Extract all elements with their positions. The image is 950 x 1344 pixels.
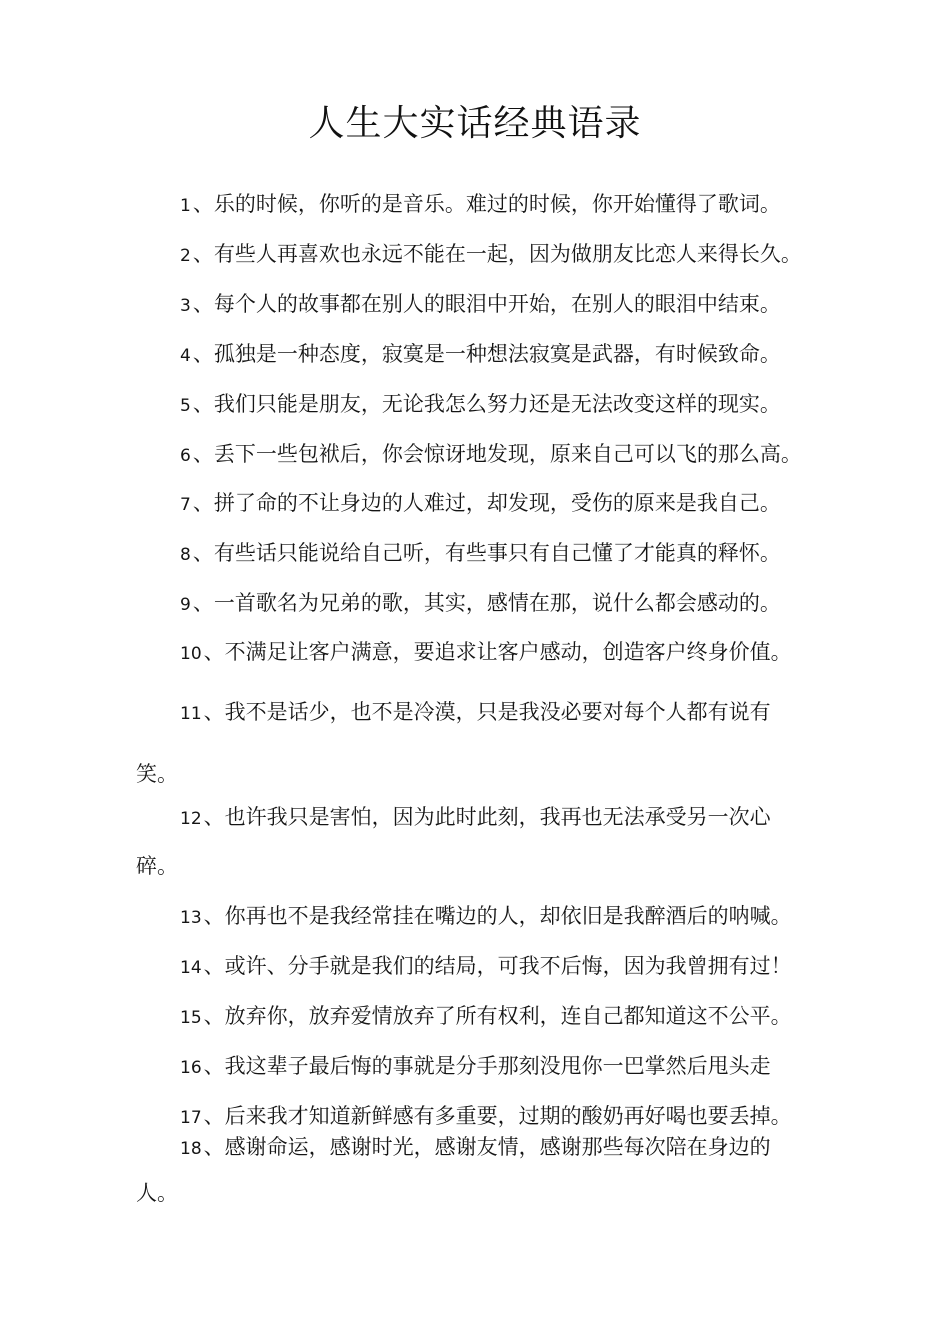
- quote-number: 12: [180, 809, 202, 829]
- quote-text: 、每个人的故事都在别人的眼泪中开始，在别人的眼泪中结束。: [192, 292, 781, 316]
- quote-line: [180, 1001, 792, 1033]
- quote-line: [180, 389, 781, 421]
- quote-text: 、拼了命的不让身边的人难过，却发现，受伤的原来是我自己。: [192, 491, 781, 515]
- quote-line: [180, 239, 802, 271]
- quote-number: 14: [180, 958, 202, 978]
- quote-text: 、也许我只是害怕，因为此时此刻，我再也无法承受另一次心: [203, 805, 771, 829]
- quote-number: 1: [180, 196, 191, 216]
- quote-text: 、或许、分手就是我们的结局，可我不后悔，因为我曾拥有过！: [203, 954, 792, 978]
- quote-number: 3: [180, 296, 191, 316]
- quote-number: 9: [180, 595, 191, 615]
- quote-text: 、感谢命运，感谢时光，感谢友情，感谢那些每次陪在身边的: [203, 1135, 771, 1159]
- quote-text: 、我们只能是朋友，无论我怎么努力还是无法改变这样的现实。: [192, 392, 781, 416]
- quote-number: 13: [180, 908, 202, 928]
- quote-text: 、丢下一些包袱后，你会惊讶地发现，原来自己可以飞的那么高。: [192, 442, 802, 466]
- quote-continuation: 笑。: [136, 762, 178, 786]
- quote-number: 11: [180, 704, 202, 724]
- quote-line: [180, 1051, 771, 1083]
- quote-line: [180, 1132, 771, 1164]
- quote-number: 8: [180, 545, 191, 565]
- quote-number: 4: [180, 346, 191, 366]
- quote-line: [180, 1101, 792, 1133]
- quote-line: [180, 538, 781, 570]
- quote-text: 、放弃你，放弃爱情放弃了所有权利，连自己都知道这不公平。: [203, 1004, 792, 1028]
- quote-text: 、孤独是一种态度，寂寞是一种想法寂寞是武器，有时候致命。: [192, 342, 781, 366]
- quote-continuation: 碎。: [136, 854, 178, 878]
- quote-line: [180, 289, 781, 321]
- quote-line: [180, 951, 792, 983]
- quote-number: 17: [180, 1108, 202, 1128]
- quote-text: 、有些话只能说给自己听，有些事只有自己懂了才能真的释怀。: [192, 541, 781, 565]
- quote-line: [180, 189, 781, 221]
- quote-text: 、后来我才知道新鲜感有多重要，过期的酸奶再好喝也要丢掉。: [203, 1104, 792, 1128]
- quote-number: 18: [180, 1139, 202, 1159]
- quote-line: [180, 488, 781, 520]
- quote-text: 、你再也不是我经常挂在嘴边的人，却依旧是我醉酒后的呐喊。: [203, 904, 792, 928]
- page-title: 人生大实话经典语录: [308, 103, 642, 144]
- quote-text: 、我不是话少，也不是冷漠，只是我没必要对每个人都有说有: [203, 700, 771, 724]
- quote-line: [180, 802, 771, 834]
- quote-text: 、乐的时候，你听的是音乐。难过的时候，你开始懂得了歌词。: [192, 192, 781, 216]
- quote-number: 10: [180, 644, 202, 664]
- quote-number: 15: [180, 1008, 202, 1028]
- quote-text: 、我这辈子最后悔的事就是分手那刻没甩你一巴掌然后甩头走: [203, 1054, 771, 1078]
- quote-number: 16: [180, 1058, 202, 1078]
- quote-line: [180, 439, 802, 471]
- quote-line: [180, 588, 781, 620]
- quote-number: 5: [180, 396, 191, 416]
- quote-number: 2: [180, 246, 191, 266]
- quote-line: [180, 637, 792, 669]
- quote-number: 6: [180, 446, 191, 466]
- quote-text: 、不满足让客户满意，要追求让客户感动，创造客户终身价值。: [203, 640, 792, 664]
- quote-text: 、一首歌名为兄弟的歌，其实，感情在那，说什么都会感动的。: [192, 591, 781, 615]
- quote-line: [180, 901, 792, 933]
- quote-text: 、有些人再喜欢也永远不能在一起，因为做朋友比恋人来得长久。: [192, 242, 802, 266]
- quote-line: [180, 339, 781, 371]
- quote-line: [180, 697, 771, 729]
- quote-number: 7: [180, 495, 191, 515]
- quote-continuation: 人。: [136, 1181, 178, 1205]
